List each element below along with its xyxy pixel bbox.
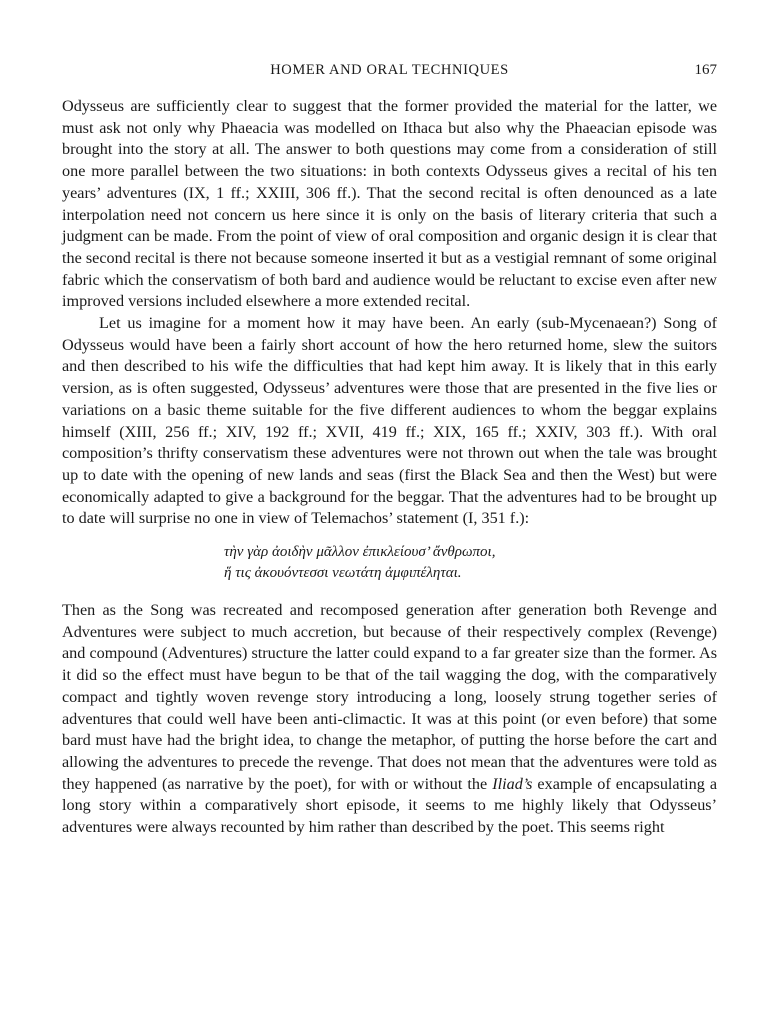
paragraph-3-part-2: example of encapsulating a long story within a comparatively short episode, it seems to me highly likely that Odysseus’ adventures were always recounted by him rather than described by the poet. This seems right	[62, 774, 717, 837]
paragraph-1: Odysseus are sufficiently clear to suggest that the former provided the material for the latter, we must ask not only why Phaeacia was modelled on Ithaca but also why the Phaeacian episode was brought into the story at all. The answer to both questions may come from a consideration of still one more parallel between the two situations: in both contexts Odysseus gives a recital of his ten years’ adventures (IX, 1 ff.; XXIII, 306 ff.). That the second recital is often denounced as a late interpolation need not concern us here since it is only on the basis of literary criteria that such a judgment can be made. From the point of view of oral composition and organic design it is clear that the second recital is there not because someone inserted it but as a vestigial remnant of some original fabric which the conservatism of both bard and audience would be reluctant to excise even after new improved versions included elsewhere a more extended recital.	[62, 97, 717, 311]
running-title: HOMER AND ORAL TECHNIQUES	[270, 62, 509, 78]
page-number: 167	[694, 62, 717, 78]
greek-quote-line-2: ἥ τις ἀκουόντεσσι νεωτάτη ἀμφιπέληται.	[224, 565, 462, 582]
paragraph-3	[62, 600, 717, 839]
greek-quote-line-1: τὴν γὰρ ἀοιδὴν μᾶλλον ἐπικλείουσ’ ἄνθρωποι,	[224, 544, 496, 561]
page-header	[62, 62, 717, 84]
body-text	[62, 96, 717, 839]
paragraph-3-part-1: Then as the Song was recreated and recomposed generation after generation both Revenge and Adventures were subject to much accretion, but because of their respectively complex (Revenge) and compound (Adventures) structure the latter could expand to a far greater size than the former. As it did so the effect must have begun to be that of the tail wagging the dog, with the comparatively compact and tightly woven revenge story introducing a long, loosely strung together series of adventures that could well have been anti-climactic. It was at this point (or even before) that some bard must have had the bright idea, to change the metaphor, of putting the horse before the cart and allowing the adventures to precede the revenge. That does not mean that the adventures were told as they happened (as narrative by the poet), for with or without the	[62, 601, 717, 793]
paragraph-2: Let us imagine for a moment how it may have been. An early (sub-Mycenaean?) Song of Odysseus would have been a fairly short account of how the hero returned home, slew the suitors and then described to his wife the difficulties that had kept him away. It is likely that in this early version, as is often suggested, Odysseus’ adventures were those that are presented in the five lies or variations on a basic theme suitable for the five different audiences to whom the beggar explains himself (XIII, 256 ff.; XIV, 192 ff.; XVII, 419 ff.; XIX, 165 ff.; XXIV, 303 ff.). With oral composition’s thrifty conservatism these adventures were not thrown out when the tale was brought up to date with the opening of new lands and seas (first the Black Sea and then the West) but were economically adapted to give a background for the beggar. That the adventures had to be brought up to date will surprise no one in view of Telemachos’ statement (I, 351 f.):	[62, 314, 717, 528]
greek-quotation	[62, 542, 717, 584]
iliad-title: Iliad’s	[492, 774, 533, 793]
